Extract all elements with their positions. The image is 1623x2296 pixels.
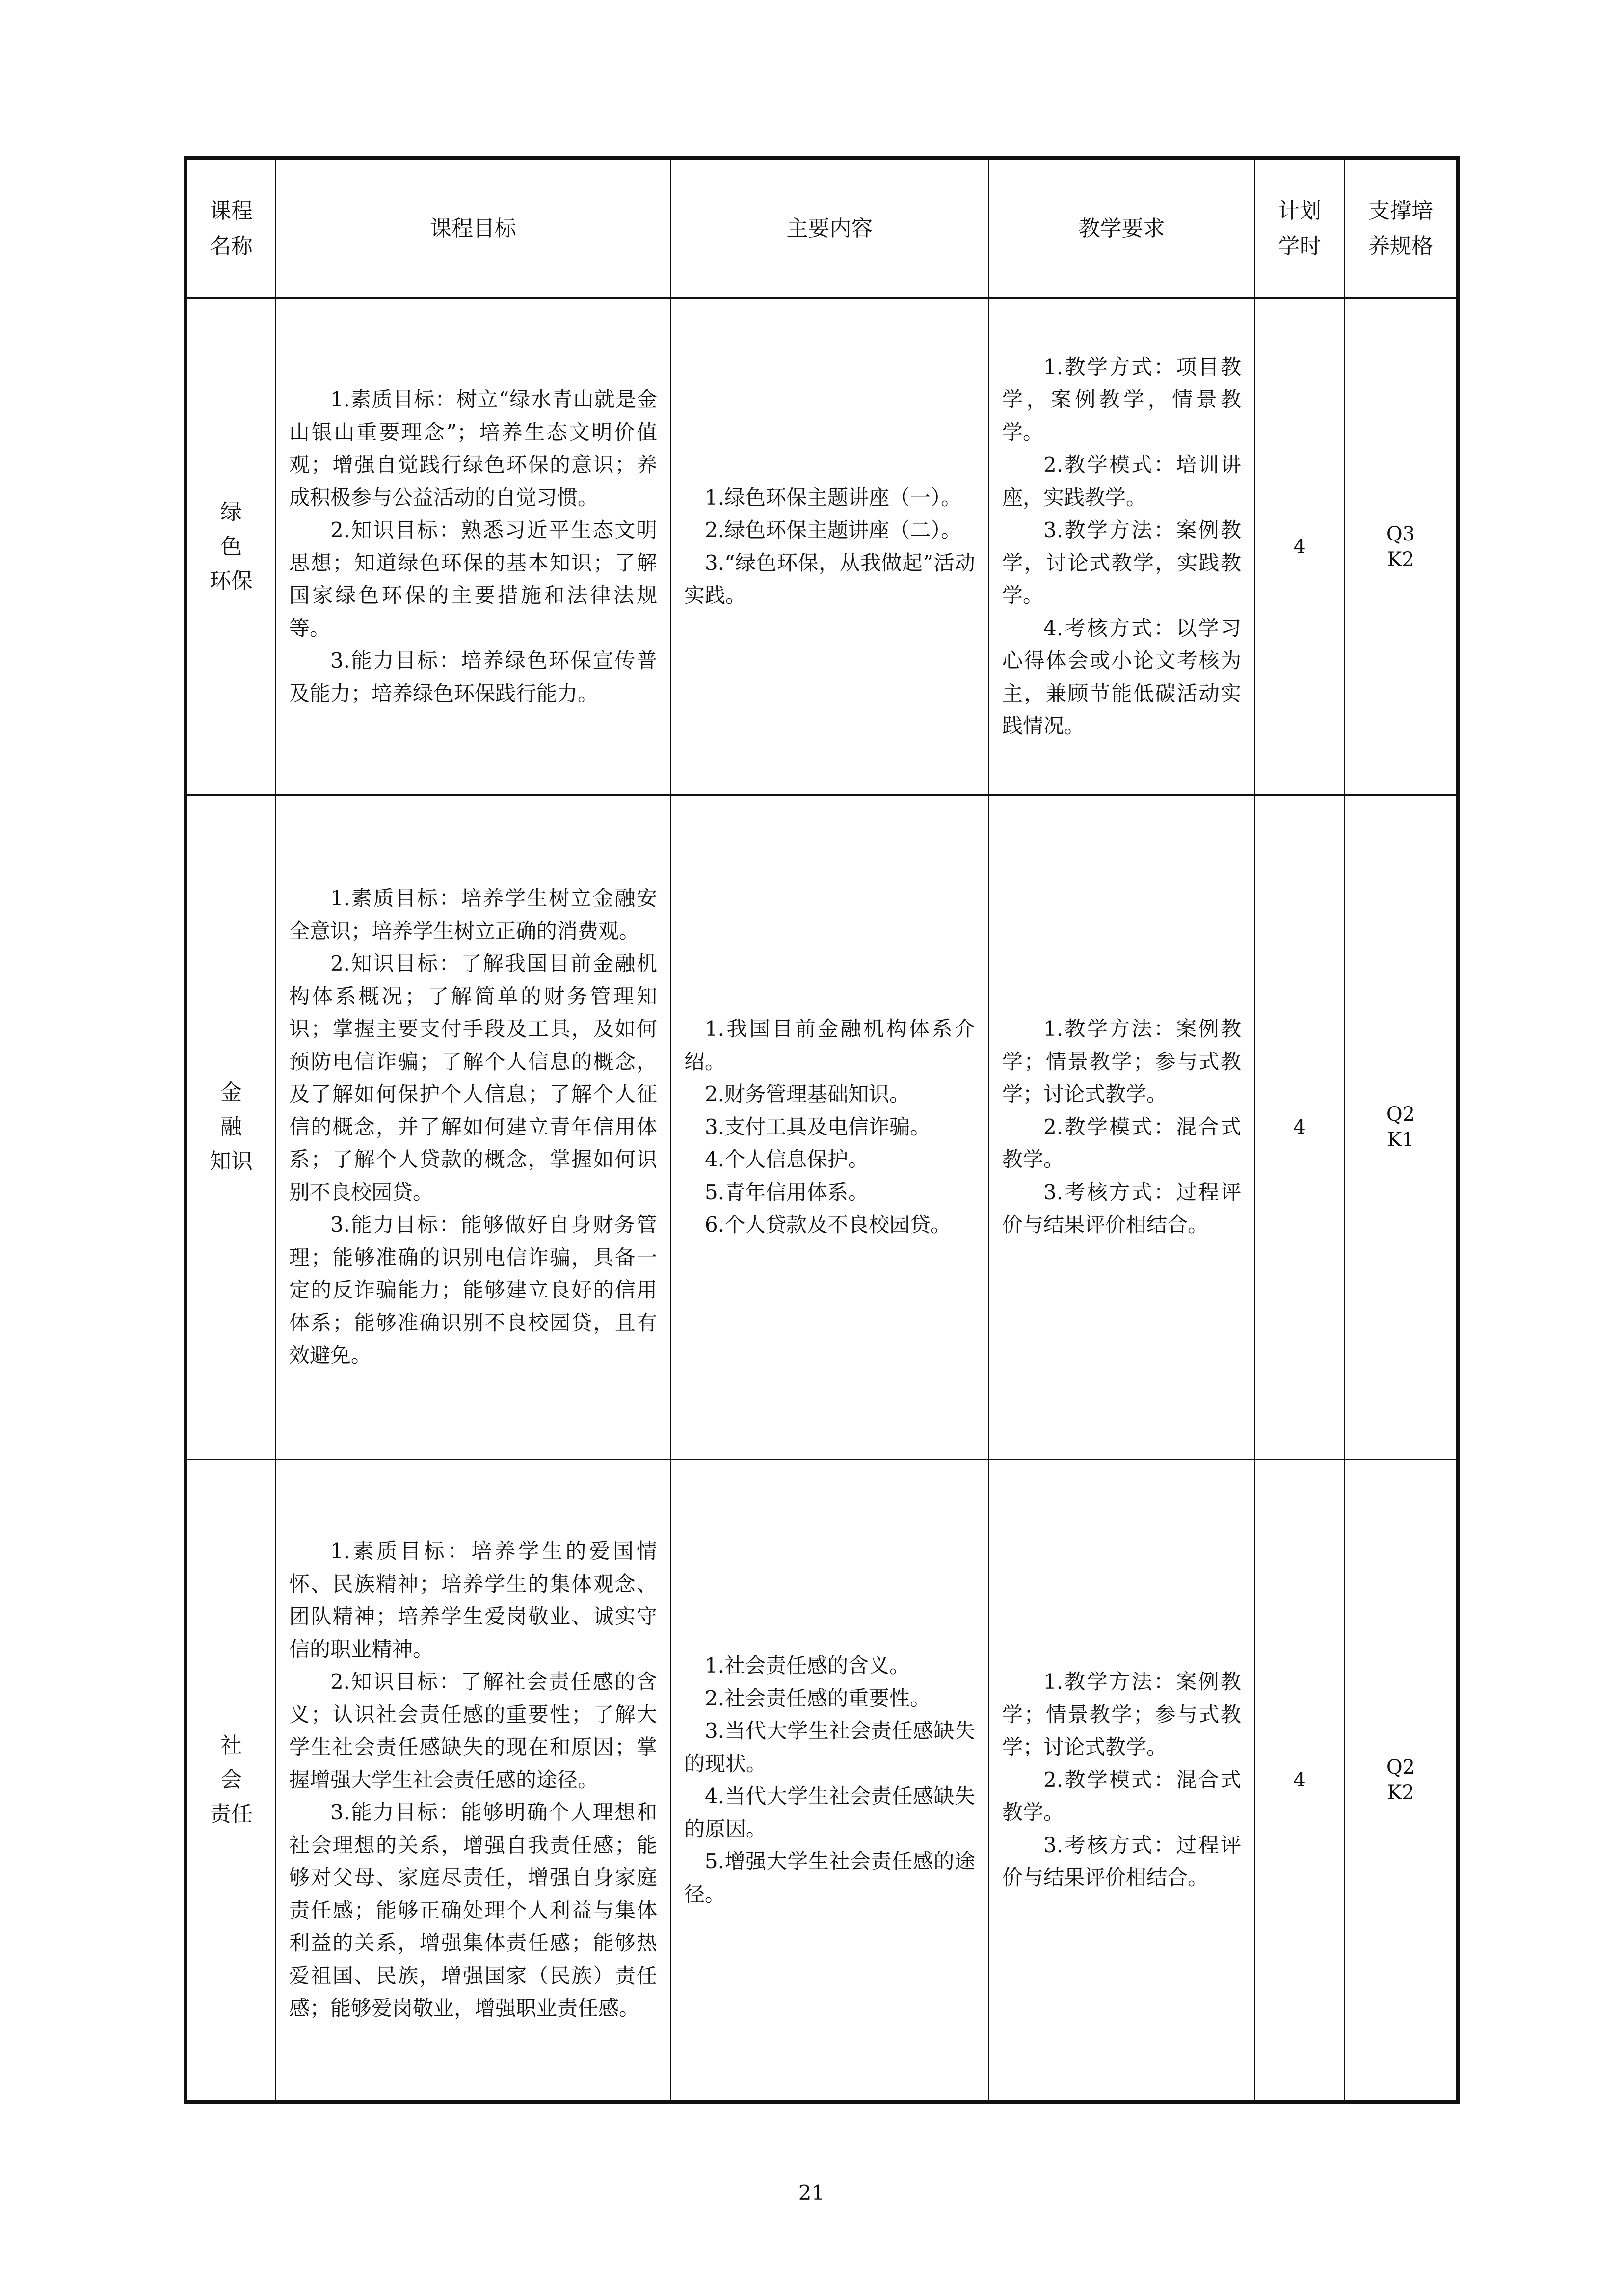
table-row <box>186 298 1458 795</box>
hours-cell: 4 <box>1255 795 1345 1459</box>
course-name-cell: 社 会 责任 <box>186 1459 276 2102</box>
curriculum-table <box>184 156 1460 2104</box>
table-row <box>186 795 1458 1459</box>
specs-cell: Q3 K2 <box>1345 298 1458 795</box>
specs-cell: Q2 K2 <box>1345 1459 1458 2102</box>
course-name-cell: 金 融 知识 <box>186 795 276 1459</box>
requirements-cell: 1.教学方法：案例教学；情景教学；参与式教学；讨论式教学。 2.教学模式：混合式教学。 3.考核方式：过程评价与结果评价相结合。 <box>989 1459 1255 2102</box>
hours-cell: 4 <box>1255 1459 1345 2102</box>
objectives-cell: 1.素质目标：培养学生的爱国情怀、民族精神；培养学生的集体观念、团队精神；培养学生爱岗敬业、诚实守信的职业精神。 2.知识目标：了解社会责任感的含义；认识社会责任感的重要性；了解大学生社会责任感缺失的现在和原因；掌握增强大学生社会责任感的途径。 3.能力目标：能够明确个人理想和社会理想的关系，增强自我责任感；能够对父母、家庭尽责任，增强自身家庭责任感；能够正确处理个人利益与集体利益的关系，增强集体责任感；能够热爱祖国、民族，增强国家（民族）责任感；能够爱岗敬业，增强职业责任感。 <box>276 1459 671 2102</box>
course-name-cell: 绿 色 环保 <box>186 298 276 795</box>
page-number: 21 <box>798 2181 825 2205</box>
table-row <box>186 1459 1458 2102</box>
objectives-cell: 1.素质目标：树立“绿水青山就是金山银山重要理念”；培养生态文明价值观；增强自觉践行绿色环保的意识；养成积极参与公益活动的自觉习惯。 2.知识目标：熟悉习近平生态文明思想；知道绿色环保的基本知识；了解国家绿色环保的主要措施和法律法规等。 3.能力目标：培养绿色环保宣传普及能力；培养绿色环保践行能力。 <box>276 298 671 795</box>
requirements-cell: 1.教学方法：案例教学；情景教学；参与式教学；讨论式教学。 2.教学模式：混合式教学。 3.考核方式：过程评价与结果评价相结合。 <box>989 795 1255 1459</box>
header-requirements: 教学要求 <box>989 158 1255 298</box>
header-specs: 支撑培 养规格 <box>1345 158 1458 298</box>
specs-cell: Q2 K1 <box>1345 795 1458 1459</box>
content-cell: 1.社会责任感的含义。 2.社会责任感的重要性。 3.当代大学生社会责任感缺失的现状。 4.当代大学生社会责任感缺失的原因。 5.增强大学生社会责任感的途径。 <box>671 1459 989 2102</box>
header-content: 主要内容 <box>671 158 989 298</box>
objectives-cell: 1.素质目标：培养学生树立金融安全意识；培养学生树立正确的消费观。 2.知识目标：了解我国目前金融机构体系概况；了解简单的财务管理知识；掌握主要支付手段及工具，及如何预防电信诈骗；了解个人信息的概念，及了解如何保护个人信息；了解个人征信的概念，并了解如何建立青年信用体系；了解个人贷款的概念，掌握如何识别不良校园贷。 3.能力目标：能够做好自身财务管理；能够准确的识别电信诈骗，具备一定的反诈骗能力；能够建立良好的信用体系；能够准确识别不良校园贷，且有效避免。 <box>276 795 671 1459</box>
header-course-name: 课程 名称 <box>186 158 276 298</box>
requirements-cell: 1.教学方式：项目教学，案例教学，情景教学。 2.教学模式：培训讲座，实践教学。 3.教学方法：案例教学，讨论式教学，实践教学。 4.考核方式：以学习心得体会或小论文考核为主，兼顾节能低碳活动实践情况。 <box>989 298 1255 795</box>
table-header-row <box>186 158 1458 298</box>
content-cell: 1.我国目前金融机构体系介绍。 2.财务管理基础知识。 3.支付工具及电信诈骗。 4.个人信息保护。 5.青年信用体系。 6.个人贷款及不良校园贷。 <box>671 795 989 1459</box>
hours-cell: 4 <box>1255 298 1345 795</box>
content-cell: 1.绿色环保主题讲座（一）。 2.绿色环保主题讲座（二）。 3.“绿色环保，从我做起”活动实践。 <box>671 298 989 795</box>
header-objectives: 课程目标 <box>276 158 671 298</box>
header-hours: 计划 学时 <box>1255 158 1345 298</box>
